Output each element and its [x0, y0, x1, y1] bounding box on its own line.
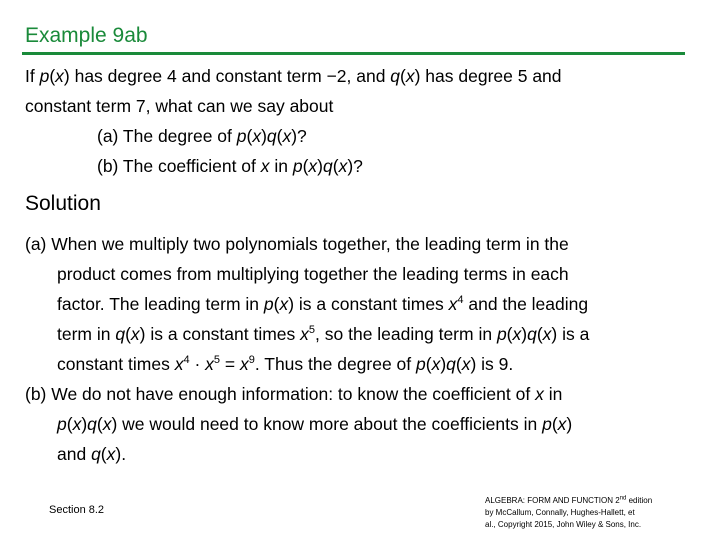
solution-a-line-4: term in q(x) is a constant times $x^5$, so the leading term in p(x)q(x) is a [57, 324, 590, 344]
solution-heading: Solution [25, 192, 101, 215]
question-part-a: (a) The degree of p(x)q(x)? [97, 126, 307, 146]
question-line-1: If p(x) has degree 4 and constant term −2, and q(x) has degree 5 and [25, 66, 562, 86]
title-underline [22, 52, 685, 55]
question-line-2: constant term 7, what can we say about [25, 96, 334, 116]
footer-credit [485, 495, 705, 531]
footer-section: Section 8.2 [49, 504, 105, 516]
solution-a-line-2: product comes from multiplying together the leading terms in each [57, 264, 569, 284]
slide-title: Example 9ab [25, 24, 148, 47]
solution-b-line-2: p(x)q(x) we would need to know more about the coefficients in p(x) [57, 414, 573, 434]
solution-a-line-1: (a) When we multiply two polynomials together, the leading term in the [25, 234, 569, 254]
solution-a-line-3: factor. The leading term in p(x) is a constant times $x^4$ and the leading [57, 294, 589, 314]
solution-a-line-5: constant times $x^4 \cdot x^5 = x^9$. Thus the degree of p(x)q(x) is 9. [57, 354, 514, 374]
question-part-b: (b) The coefficient of x in p(x)q(x)? [97, 156, 363, 176]
solution-b-line-3: and q(x). [57, 444, 127, 464]
solution-b-line-1: (b) We do not have enough information: to know the coefficient of x in [25, 384, 563, 404]
footer-credit-line-3: al., Copyright 2015, John Wiley & Sons, Inc. [485, 520, 642, 529]
footer-credit-line-1: ALGEBRA: FORM AND FUNCTION 2nd edition [485, 495, 653, 505]
footer-credit-line-2: by McCallum, Connally, Hughes-Hallett, et [485, 508, 635, 517]
